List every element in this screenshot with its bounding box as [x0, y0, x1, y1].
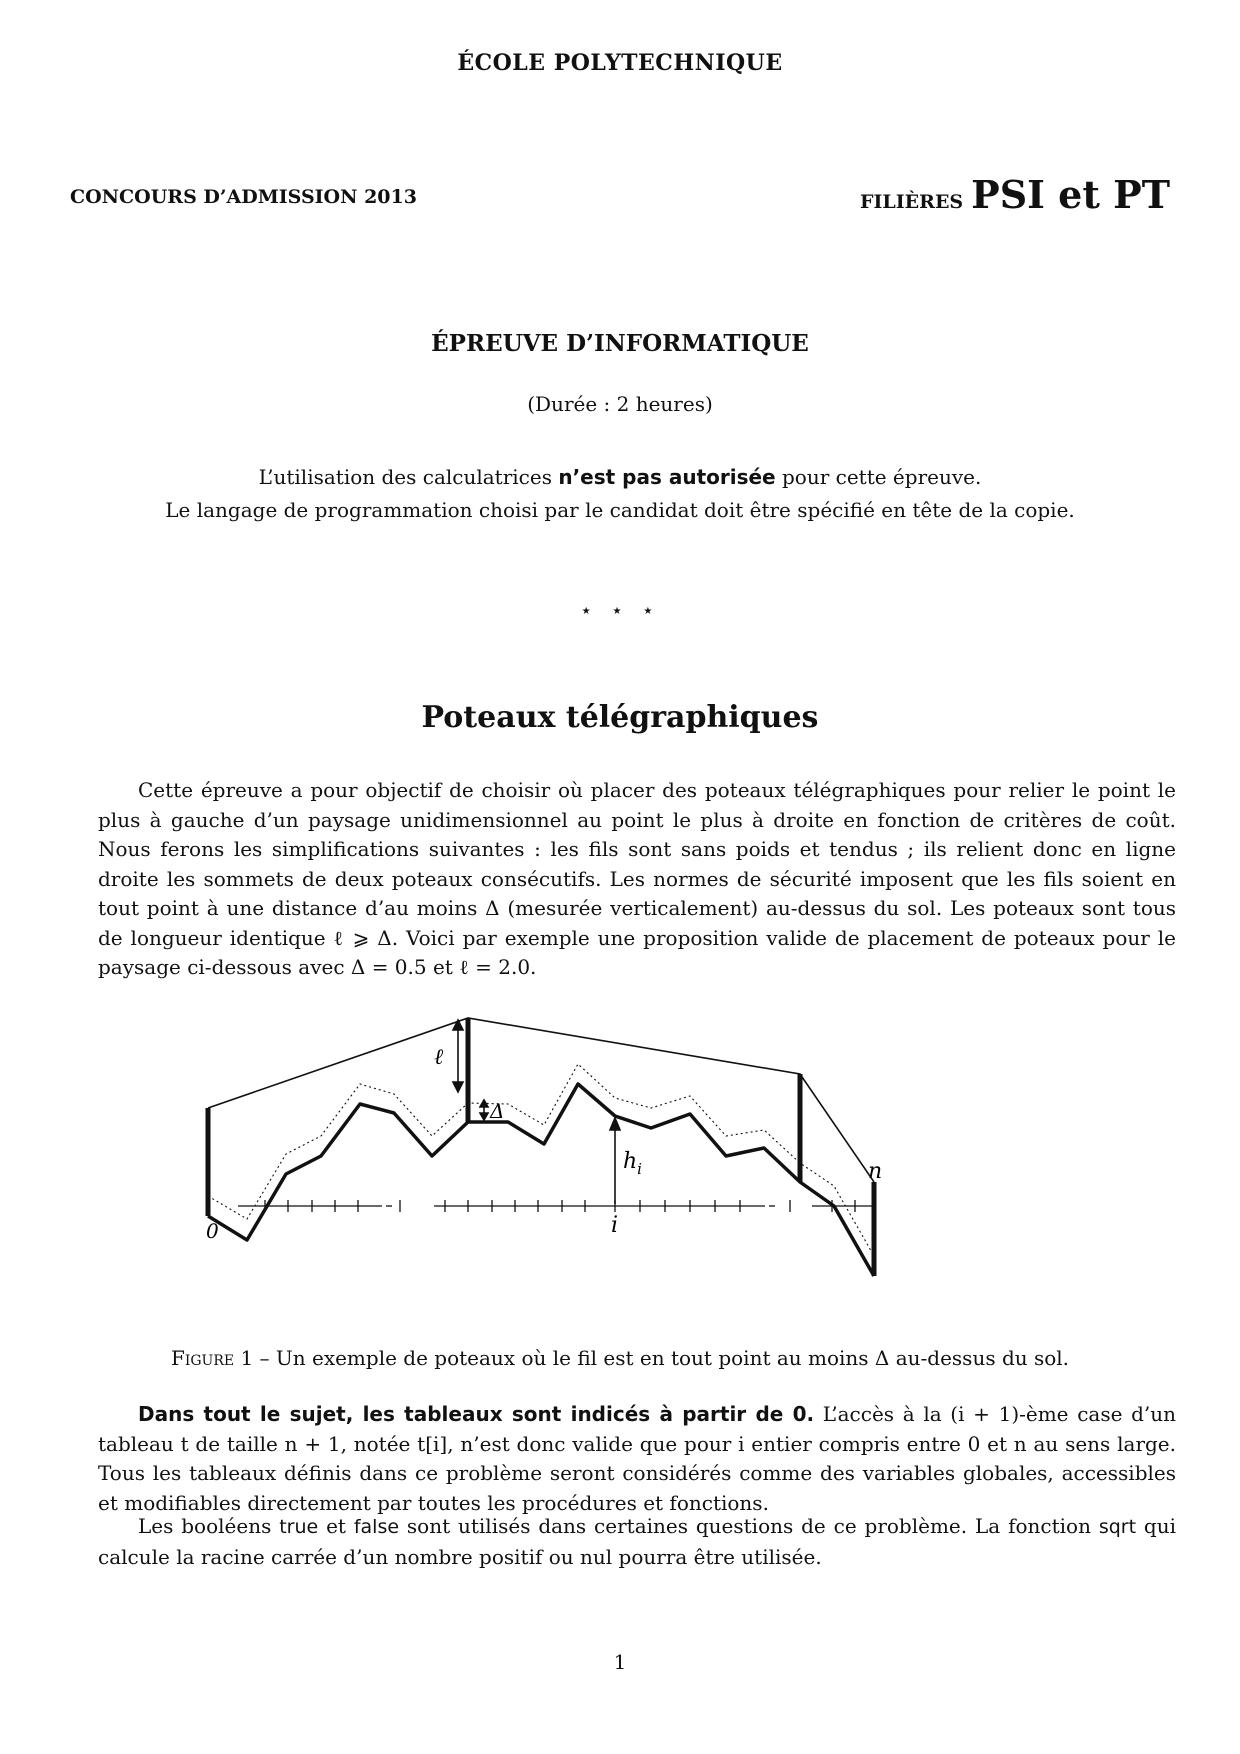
figure-poles	[206, 1018, 1020, 1318]
filiere-label	[860, 172, 1170, 217]
caption-label: Figure 1	[170, 1346, 254, 1370]
ground-profile	[208, 1084, 874, 1276]
calc-bold: n’est pas autorisée	[558, 465, 776, 489]
exam-title: ÉPREUVE D’INFORMATIQUE	[431, 330, 809, 357]
exam-duration: (Durée : 2 heures)	[527, 392, 713, 416]
separator: ⋆ ⋆ ⋆	[579, 598, 661, 622]
poles	[208, 1018, 874, 1276]
page-number: 1	[613, 1650, 627, 1674]
bool-text-2: et	[318, 1514, 354, 1538]
bool-text-4: qui calcule la racine carrée d’un nombre positif ou nul pourra être utilisée.	[98, 1514, 1176, 1569]
delta-curve	[208, 1064, 874, 1256]
language-note: Le langage de programmation choisi par le candidat doit être spécifié en tête de la copie.	[165, 498, 1075, 522]
bool-text-1: Les booléens	[138, 1514, 280, 1538]
arrays-bold: Dans tout le sujet, les tableaux sont indicés à partir de 0.	[138, 1402, 815, 1426]
calc-after: pour cette épreuve.	[775, 465, 982, 489]
i-label: i	[611, 1213, 619, 1238]
arrays-paragraph	[98, 1400, 1176, 1518]
section-title: Poteaux télégraphiques	[421, 700, 819, 735]
intro-paragraph: Cette épreuve a pour objectif de choisir où placer des poteaux télégraphiques pour relier le point le plus à gauche d’un paysage unidimensionnel au point le plus à droite en fonction de critères de coût. Nous ferons les simplifications suivantes : les fils sont sans poids et tendus ; ils relient donc en ligne droite les sommets de deux poteaux consécutifs. Les normes de sécurité imposent que les fils soient en tout point à une distance d’au moins Δ (mesurée verticalement) au-dessus du sol. Les poteaux sont tous de longueur identique ℓ ⩾ Δ. Voici par exemple une proposition valide de placement de poteaux pour le paysage ci-dessous avec Δ = 0.5 et ℓ = 2.0.	[98, 778, 1176, 979]
ell-label: ℓ	[434, 1045, 444, 1070]
filiere-name: PSI et PT	[971, 172, 1170, 217]
n-label: n	[868, 1159, 883, 1184]
delta-label: Δ	[490, 1099, 505, 1123]
h-label: $h_i$	[623, 1149, 642, 1178]
calc-before: L’utilisation des calculatrices	[258, 465, 559, 489]
axis	[238, 1200, 875, 1212]
false-keyword: false	[353, 1516, 400, 1538]
school-name: ÉCOLE POLYTECHNIQUE	[457, 50, 783, 76]
h-dimension	[610, 1118, 620, 1204]
zero-label: 0	[206, 1219, 219, 1243]
concours-label: CONCOURS D’ADMISSION 2013	[70, 186, 417, 208]
calculator-note	[0, 465, 1240, 489]
bool-text-3: sont utilisés dans certaines questions de ce problème. La fonction	[399, 1514, 1099, 1538]
booleans-paragraph	[98, 1512, 1176, 1572]
arrays-text: L’accès à la (i + 1)-ème case d’un tableau t de taille n + 1, notée t[i], n’est donc valide que pour i entier compris entre 0 et n au sens large. Tous les tableaux définis dans ce problème seront considérés comme des variables globales, accessibles et modifiables directement par toutes les procédures et fonctions.	[98, 1402, 1177, 1515]
caption-text: – Un exemple de poteaux où le fil est en tout point au moins Δ au-dessus du sol.	[253, 1346, 1070, 1370]
figure-caption	[0, 1346, 1240, 1370]
filiere-prefix: FILIÈRES	[860, 191, 964, 213]
sqrt-keyword: sqrt	[1098, 1516, 1137, 1538]
ell-dimension	[453, 1020, 463, 1092]
true-keyword: true	[279, 1516, 319, 1538]
